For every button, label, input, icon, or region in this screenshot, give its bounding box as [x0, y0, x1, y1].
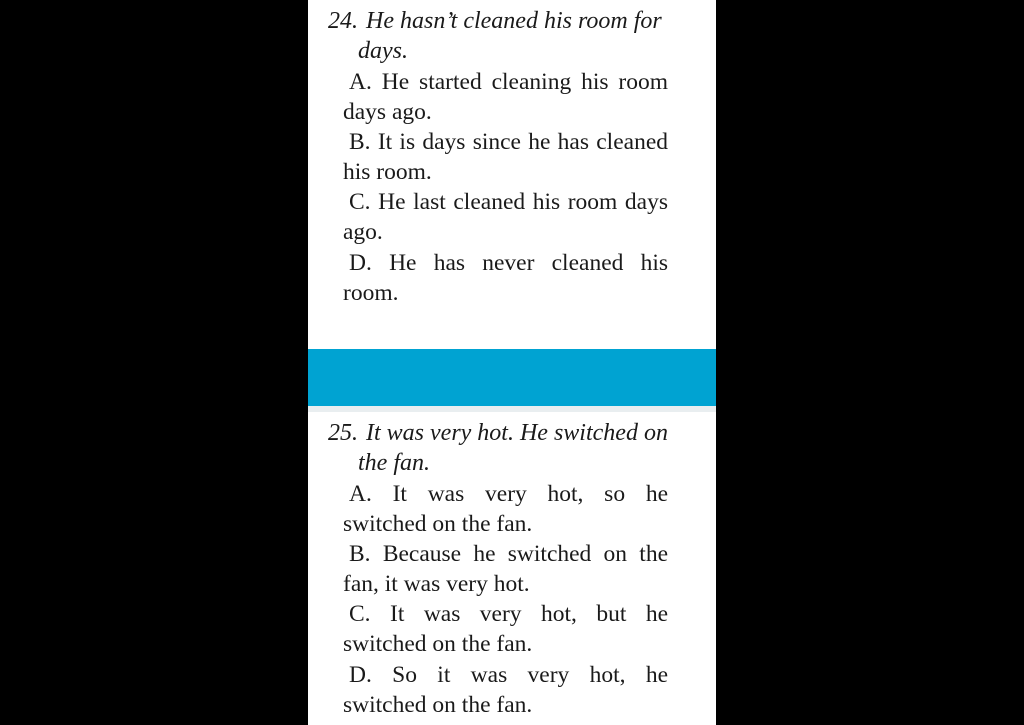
option-text: It was very hot, but he switched on the fan.	[343, 601, 669, 657]
question-24-stem	[328, 6, 688, 66]
option-text: So it was very hot, he switched on the fan.	[343, 662, 668, 718]
option-text: Because he switched on the fan, it was very hot.	[343, 541, 669, 597]
option-text: It is days since he has cleaned his room.	[343, 129, 669, 185]
option-label: C.	[349, 601, 371, 627]
question-24-text: He hasn’t cleaned his room for days.	[358, 8, 662, 64]
option-text: He has never cleaned his room.	[343, 250, 669, 306]
option-label: C.	[349, 189, 371, 215]
question-25-option-a[interactable]	[343, 479, 668, 539]
option-label: D.	[349, 662, 372, 688]
question-25-option-d[interactable]	[343, 660, 668, 720]
question-24-option-b[interactable]	[343, 127, 668, 187]
question-25-stem	[328, 418, 688, 478]
option-label: B.	[349, 129, 371, 155]
question-24-number: 24.	[328, 8, 358, 34]
option-text: He last cleaned his room days ago.	[343, 189, 669, 245]
section-divider	[308, 349, 716, 406]
question-25-option-b[interactable]	[343, 539, 668, 599]
option-text: He started cleaning his room days ago.	[343, 69, 669, 125]
question-24-option-c[interactable]	[343, 187, 668, 247]
option-label: A.	[349, 481, 372, 507]
question-24-option-d[interactable]	[343, 248, 668, 308]
option-label: A.	[349, 69, 372, 95]
option-text: It was very hot, so he switched on the fan.	[343, 481, 668, 537]
question-24-card	[308, 0, 716, 349]
option-label: B.	[349, 541, 371, 567]
question-24-option-a[interactable]	[343, 67, 668, 127]
question-25-card	[308, 412, 716, 725]
question-25-text: It was very hot. He switched on the fan.	[358, 420, 668, 476]
question-25-option-c[interactable]	[343, 599, 668, 659]
question-25-number: 25.	[328, 420, 358, 446]
option-label: D.	[349, 250, 372, 276]
quiz-page	[308, 0, 716, 725]
